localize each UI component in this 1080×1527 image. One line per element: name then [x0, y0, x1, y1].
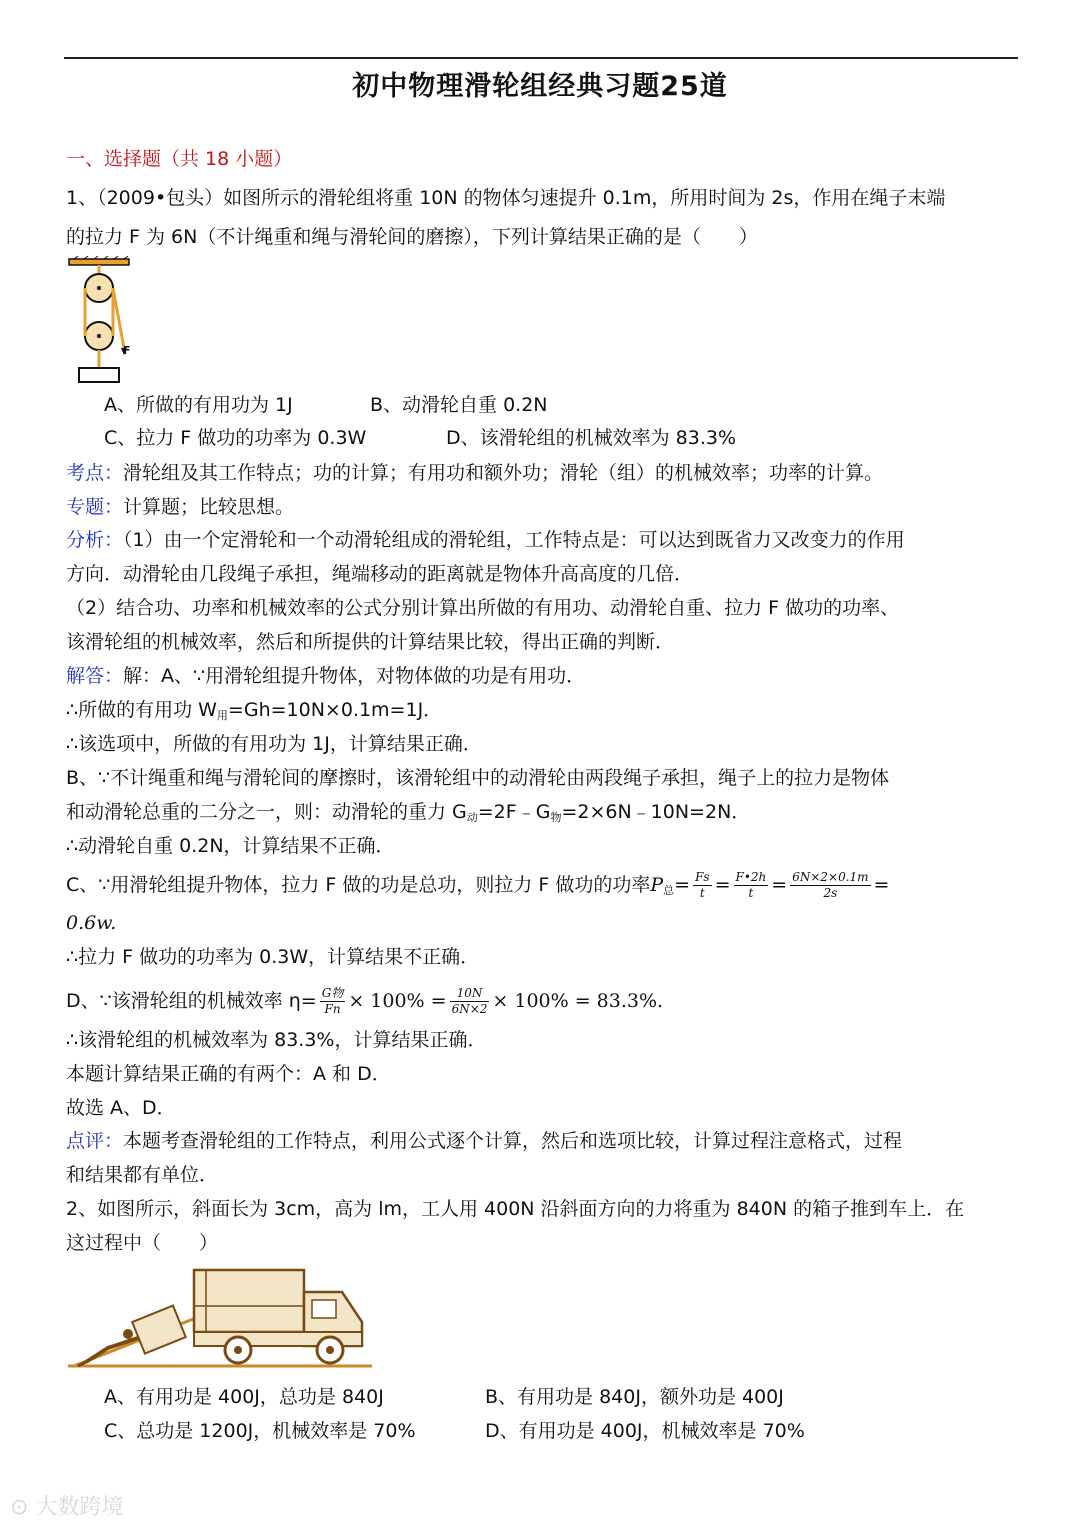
q2-stem-line2: 这过程中（ ） — [66, 1232, 219, 1254]
jd7-frac1-num: Fs — [695, 870, 710, 884]
jd10-frac2 — [450, 986, 490, 1017]
jd2-text-a: ∴所做的有用功 W — [66, 699, 217, 721]
dianping-label: 点评： — [66, 1130, 124, 1152]
q2-option-b: B、有用功是 840J，额外功是 400J — [485, 1386, 784, 1408]
q1-stem-line2: 的拉力 F 为 6N（不计绳重和绳与滑轮间的磨擦），下列计算结果正确的是（ ） — [66, 226, 758, 248]
jd10-text-b: × 100% = — [348, 990, 447, 1012]
fenxi-text-1: （1）由一个定滑轮和一个动滑轮组成的滑轮组，工作特点是：可以达到既省力又改变力的作用 — [123, 529, 905, 551]
q1-jieda-line11: ∴该滑轮组的机械效率为 83.3%，计算结果正确． — [66, 1029, 487, 1051]
q1-option-c: C、拉力 F 做功的功率为 0.3W — [104, 427, 367, 449]
q2-stem-line1: 2、如图所示，斜面长为 3cm，高为 lm，工人用 400N 沿斜面方向的力将重为 840N 的箱子推到车上．在 — [66, 1198, 965, 1220]
pulley-figure — [66, 256, 136, 386]
q1-fenxi-line4: 该滑轮组的机械效率，然后和所提供的计算结果比较，得出正确的判断． — [66, 631, 675, 653]
q1-fenxi-line2: 方向．动滑轮由几段绳子承担，绳端移动的距离就是物体升高高度的几倍． — [66, 563, 694, 585]
q1-jieda-line3: ∴该选项中，所做的有用功为 1J，计算结果正确． — [66, 733, 482, 755]
fenxi-label: 分析： — [66, 529, 124, 551]
q2-option-c: C、总功是 1200J，机械效率是 70% — [104, 1420, 416, 1442]
q1-option-a: A、所做的有用功为 1J — [104, 394, 293, 416]
q1-jieda-line1 — [66, 663, 585, 689]
q2-option-d: D、有用功是 400J，机械效率是 70% — [485, 1420, 805, 1442]
kaodian-label: 考点： — [66, 462, 124, 484]
q1-kaodian — [66, 460, 883, 486]
section-heading: 一、选择题（共 18 小题） — [66, 148, 293, 170]
q1-jieda-line5 — [66, 799, 750, 831]
jd7-frac3 — [790, 870, 870, 901]
q1-jieda-line9: ∴拉力 F 做功的功率为 0.3W，计算结果不正确． — [66, 946, 480, 968]
pulley-force-label: F — [123, 344, 131, 357]
q1-option-d: D、该滑轮组的机械效率为 83.3% — [446, 427, 737, 449]
jd10-frac1 — [320, 986, 346, 1017]
watermark-logo-icon: ⊙ — [10, 1495, 36, 1520]
jd7-p: P — [650, 874, 664, 896]
jieda-label: 解答： — [66, 665, 124, 687]
jd7-frac2 — [734, 870, 769, 901]
q1-stem-line1: 1、（2009•包头）如图所示的滑轮组将重 10N 的物体匀速提升 0.1m，所用时间为 2s，作用在绳子末端 — [66, 187, 946, 209]
jd7-frac2-num: F•2h — [735, 870, 767, 884]
jd7-eq4: = — [873, 874, 890, 896]
jd5-sub2: 物 — [550, 811, 562, 824]
q1-dianping-line1 — [66, 1128, 902, 1154]
jd5-text-a: 和动滑轮总重的二分之一，则：动滑轮的重力 G — [66, 801, 467, 823]
jd7-text: C、∵用滑轮组提升物体，拉力 F 做的功是总功，则拉力 F 做功的功率 — [66, 874, 651, 896]
jd7-frac3-num: 6N×2×0.1m — [792, 870, 869, 884]
jd7-eq2: = — [714, 874, 731, 896]
q2-option-a: A、有用功是 400J，总功是 840J — [104, 1386, 384, 1408]
q1-jieda-line12: 本题计算结果正确的有两个：A 和 D． — [66, 1063, 391, 1085]
jd5-sub1: 动 — [466, 811, 478, 824]
jd5-text-b: =2F﹣G — [477, 801, 551, 823]
q1-jieda-line2 — [66, 697, 442, 729]
jd10-frac1-num: G物 — [321, 986, 344, 1000]
q1-jieda-line6: ∴动滑轮自重 0.2N，计算结果不正确． — [66, 835, 395, 857]
jd7-frac3-den: 2s — [823, 886, 838, 900]
jd10-text-a: D、∵该滑轮组的机械效率 η= — [66, 990, 317, 1012]
jd2-text-b: =Gh=10N×0.1m=1J． — [227, 699, 443, 721]
jd7-eq1: = — [674, 874, 691, 896]
truck-ramp-figure — [66, 1262, 376, 1374]
jd7-p-sub: 总 — [663, 884, 675, 897]
jd10-frac1-den: Fn — [324, 1002, 341, 1016]
watermark — [10, 1490, 123, 1521]
zhuanti-text: 计算题；比较思想。 — [123, 496, 295, 518]
q1-fenxi-line1 — [66, 527, 905, 553]
jd10-frac2-num: 10N — [450, 986, 490, 1002]
jd7-eq3: = — [771, 874, 788, 896]
q1-jieda-line8: 0.6w. — [66, 912, 117, 934]
jd5-text-c: =2×6N﹣10N=2N． — [561, 801, 751, 823]
jd10-frac2-den: 6N×2 — [451, 1002, 488, 1016]
q1-jieda-line7 — [66, 868, 889, 908]
jd7-frac1-den: t — [699, 886, 705, 900]
watermark-text: 大数跨境 — [35, 1495, 124, 1520]
q1-dianping-line2: 和结果都有单位． — [66, 1164, 219, 1186]
q1-option-b: B、动滑轮自重 0.2N — [370, 394, 548, 416]
jd2-sub: 用 — [216, 709, 228, 722]
jd10-text-c: × 100% = 83.3%. — [492, 990, 664, 1012]
zhuanti-label: 专题： — [66, 496, 124, 518]
q1-jieda-line10 — [66, 984, 663, 1018]
dianping-text-1: 本题考查滑轮组的工作特点，利用公式逐个计算，然后和选项比较，计算过程注意格式，过程 — [123, 1130, 903, 1152]
kaodian-text: 滑轮组及其工作特点；功的计算；有用功和额外功；滑轮（组）的机械效率；功率的计算。 — [123, 462, 884, 484]
top-rule — [64, 57, 1018, 59]
q1-jieda-line4: B、∵不计绳重和绳与滑轮间的摩擦时，该滑轮组中的动滑轮由两段绳子承担，绳子上的拉力是物体 — [66, 767, 890, 789]
q1-zhuanti — [66, 494, 294, 520]
page-title: 初中物理滑轮组经典习题25道 — [352, 71, 728, 102]
jieda-text-1: 解：A、∵用滑轮组提升物体，对物体做的功是有用功． — [123, 665, 586, 687]
jd7-frac2-den: t — [748, 886, 754, 900]
q1-jieda-line13: 故选 A、D． — [66, 1097, 176, 1119]
jd7-frac1 — [693, 870, 711, 901]
q1-fenxi-line3: （2）结合功、功率和机械效率的公式分别计算出所做的有用功、动滑轮自重、拉力 F 做功的功率、 — [66, 597, 900, 619]
